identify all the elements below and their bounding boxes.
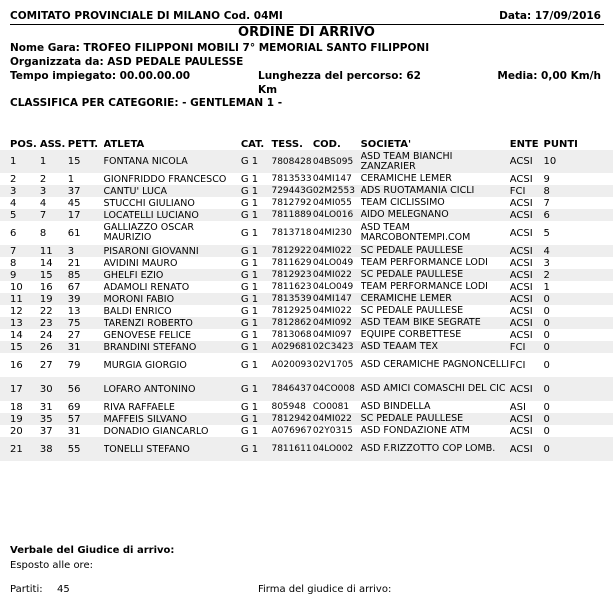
cell-cat: G 1 [241, 377, 272, 401]
table-row [0, 173, 613, 185]
cell-societa: ASD AMICI COMASCHI DEL CIC [361, 377, 510, 401]
cell-tess: A020093 [271, 353, 312, 377]
column-header-cod: COD. [312, 138, 341, 150]
cell-atleta: MORONI FABIO [104, 293, 241, 305]
cell-cod: 04MI022 [313, 305, 361, 317]
cell-punti: 0 [544, 353, 613, 377]
cell-cod: 04MI022 [313, 413, 361, 425]
table-row [0, 437, 613, 461]
column-header-pett: PETT. [67, 138, 99, 150]
cell-pos: 19 [0, 413, 40, 425]
cell-punti: 3 [544, 257, 613, 269]
cell-pos: 17 [0, 377, 40, 401]
cell-pos: 5 [0, 209, 40, 221]
cell-tess: 7813068 [271, 330, 312, 340]
table-header-row [0, 138, 613, 150]
cell-atleta: ADAMOLI RENATO [104, 281, 241, 293]
column-header-ass: ASS. [39, 138, 66, 150]
cell-pett: 79 [68, 353, 104, 377]
cell-cat: G 1 [241, 305, 272, 317]
cell-ass: 24 [40, 329, 68, 341]
cell-pos: 21 [0, 437, 40, 461]
cell-pett: 39 [68, 293, 104, 305]
cell-pett: 55 [68, 437, 104, 461]
cell-ass: 22 [40, 305, 68, 317]
cell-atleta: AVIDINI MAURO [104, 257, 241, 269]
cell-pos: 18 [0, 401, 40, 413]
column-header-ente: ENTE [509, 138, 539, 150]
cell-atleta: TONELLI STEFANO [104, 437, 241, 461]
cell-punti: 10 [544, 150, 613, 173]
cell-tess: 7812923 [271, 270, 312, 280]
table-row [0, 257, 613, 269]
course-distance: Lunghezza del percorso: 62 [258, 70, 421, 82]
cell-cod: 04LO049 [313, 257, 361, 269]
table-row [0, 329, 613, 341]
cell-cat: G 1 [241, 150, 272, 173]
cell-cat: G 1 [241, 257, 272, 269]
cell-ente: ACSI [510, 293, 544, 305]
cell-cat: G 1 [241, 413, 272, 425]
cell-ente: ACSI [510, 425, 544, 437]
cell-tess: A076967 [271, 426, 312, 436]
cell-societa: ASD TEAM BIKE SEGRATE [361, 317, 510, 329]
cell-cat: G 1 [241, 269, 272, 281]
cell-societa: ASD FONDAZIONE ATM [361, 425, 510, 437]
cell-tess: 7811623 [271, 282, 312, 292]
cell-cat: G 1 [241, 281, 272, 293]
cell-societa: SC PEDALE PAULLESE [361, 245, 510, 257]
cell-tess: 7808428 [271, 150, 312, 173]
cell-pett: 61 [68, 221, 104, 245]
cell-cod: 04MI097 [313, 329, 361, 341]
cell-ente: ACSI [510, 245, 544, 257]
cell-cat: G 1 [241, 209, 272, 221]
table-row [0, 341, 613, 353]
cell-cod: 04LO016 [313, 209, 361, 221]
cell-cod: 04MI022 [313, 269, 361, 281]
cell-atleta: LOFARO ANTONINO [104, 377, 241, 401]
cell-ente: ASI [510, 401, 544, 413]
started-count-value: 45 [57, 584, 70, 595]
cell-pos: 14 [0, 329, 40, 341]
cell-cat: G 1 [241, 401, 272, 413]
average-speed: Media: 0,00 Km/h [497, 70, 601, 82]
table-row [0, 413, 613, 425]
cell-societa: SC PEDALE PAULLESE [361, 305, 510, 317]
cell-ente: ACSI [510, 221, 544, 245]
cell-cod: CO0081 [313, 401, 361, 413]
cell-ente: ACSI [510, 329, 544, 341]
cell-atleta: CANTU' LUCA [104, 185, 241, 197]
cell-pett: 27 [68, 329, 104, 341]
cell-atleta: BALDI ENRICO [104, 305, 241, 317]
cell-societa: ASD CERAMICHE PAGNONCELLI [361, 353, 510, 377]
table-row [0, 425, 613, 437]
cell-cat: G 1 [241, 221, 272, 245]
cell-cat: G 1 [241, 329, 272, 341]
cell-cat: G 1 [241, 425, 272, 437]
cell-ass: 3 [40, 185, 68, 197]
cell-ass: 14 [40, 257, 68, 269]
cell-ass: 4 [40, 197, 68, 209]
cell-punti: 9 [544, 173, 613, 185]
cell-atleta: GALLIAZZO OSCAR MAURIZIO [104, 221, 241, 245]
cell-ente: ACSI [510, 317, 544, 329]
cell-tess: 7813533 [271, 174, 312, 184]
cell-atleta: PISARONI GIOVANNI [104, 245, 241, 257]
cell-pett: 31 [68, 341, 104, 353]
cell-cod: 04LO002 [313, 437, 361, 461]
table-row [0, 377, 613, 401]
cell-punti: 0 [544, 305, 613, 317]
cell-pett: 31 [68, 425, 104, 437]
cell-pett: 1 [68, 173, 104, 185]
cell-ente: FCI [510, 341, 544, 353]
cell-societa: TEAM PERFORMANCE LODI [361, 281, 510, 293]
cell-pos: 20 [0, 425, 40, 437]
cell-atleta: FONTANA NICOLA [104, 150, 241, 173]
cell-cod: 04MI055 [313, 197, 361, 209]
cell-pos: 2 [0, 173, 40, 185]
cell-ass: 7 [40, 209, 68, 221]
cell-pos: 9 [0, 269, 40, 281]
cell-pos: 11 [0, 293, 40, 305]
cell-ass: 15 [40, 269, 68, 281]
cell-pett: 37 [68, 185, 104, 197]
table-row [0, 317, 613, 329]
cell-cat: G 1 [241, 341, 272, 353]
cell-atleta: TARENZI ROBERTO [104, 317, 241, 329]
cell-tess: 729443G [271, 186, 313, 196]
table-row [0, 197, 613, 209]
cell-societa: ASD TEAM BIANCHI ZANZARIER [361, 150, 510, 173]
cell-atleta: BRANDINI STEFANO [104, 341, 241, 353]
cell-ente: FCI [510, 185, 544, 197]
cell-atleta: RIVA RAFFAELE [104, 401, 241, 413]
cell-tess: 7811611 [271, 437, 312, 461]
cell-ente: ACSI [510, 257, 544, 269]
cell-punti: 0 [544, 425, 613, 437]
cell-punti: 7 [544, 197, 613, 209]
committee-header: COMITATO PROVINCIALE DI MILANO Cod. 04MI [10, 10, 283, 22]
judge-signature-label: Firma del giudice di arrivo: [258, 584, 392, 595]
cell-ass: 30 [40, 377, 68, 401]
cell-cod: 04MI022 [313, 245, 361, 257]
column-header-punti: PUNTI [543, 138, 578, 150]
table-row [0, 245, 613, 257]
cell-pos: 4 [0, 197, 40, 209]
cell-punti: 0 [544, 329, 613, 341]
cell-ente: ACSI [510, 209, 544, 221]
cell-pos: 1 [0, 150, 40, 173]
cell-societa: TEAM PERFORMANCE LODI [361, 257, 510, 269]
cell-societa: EQUIPE CORBETTESE [361, 329, 510, 341]
cell-tess: A029681 [271, 342, 312, 352]
page-title: ORDINE DI ARRIVO [238, 25, 375, 40]
table-row [0, 353, 613, 377]
cell-atleta: GHELFI EZIO [104, 269, 241, 281]
cell-atleta: MURGIA GIORGIO [104, 353, 241, 377]
cell-pett: 15 [68, 150, 104, 173]
cell-tess: 7812862 [271, 318, 312, 328]
cell-pett: 45 [68, 197, 104, 209]
cell-ass: 27 [40, 353, 68, 377]
column-header-pos: POS. [10, 138, 37, 150]
cell-cat: G 1 [241, 353, 272, 377]
table-row [0, 281, 613, 293]
cell-cat: G 1 [241, 317, 272, 329]
cell-societa: SC PEDALE PAULLESE [361, 413, 510, 425]
cell-cat: G 1 [241, 173, 272, 185]
cell-societa: AIDO MELEGNANO [361, 209, 510, 221]
organizer: Organizzata da: ASD PEDALE PAULESSE [10, 56, 244, 68]
cell-pos: 6 [0, 221, 40, 245]
cell-pos: 7 [0, 245, 40, 257]
table-row [0, 185, 613, 197]
cell-ass: 26 [40, 341, 68, 353]
cell-pos: 16 [0, 353, 40, 377]
column-header-tess: TESS. [271, 138, 303, 150]
cell-ass: 11 [40, 245, 68, 257]
cell-atleta: MAFFEIS SILVANO [104, 413, 241, 425]
cell-societa: ASD TEAM MARCOBONTEMPI.COM [361, 221, 510, 245]
judge-report-label: Verbale del Giudice di arrivo: [10, 545, 175, 556]
cell-societa: ADS RUOTAMANIA CICLI [361, 185, 510, 197]
cell-punti: 0 [544, 413, 613, 425]
cell-pett: 85 [68, 269, 104, 281]
race-name: Nome Gara: TROFEO FILIPPONI MOBILI 7° MEMORIAL SANTO FILIPPONI [10, 42, 430, 54]
cell-ass: 2 [40, 173, 68, 185]
cell-punti: 4 [544, 245, 613, 257]
cell-atleta: GENOVESE FELICE [104, 329, 241, 341]
cell-cat: G 1 [241, 197, 272, 209]
cell-punti: 8 [544, 185, 613, 197]
table-row [0, 401, 613, 413]
cell-ente: ACSI [510, 150, 544, 173]
column-header-societa: SOCIETA' [360, 138, 412, 150]
table-row [0, 209, 613, 221]
cell-ente: ACSI [510, 377, 544, 401]
category-heading: CLASSIFICA PER CATEGORIE: - GENTLEMAN 1 - [10, 97, 283, 109]
cell-societa: ASD BINDELLA [361, 401, 510, 413]
cell-punti: 0 [544, 293, 613, 305]
cell-ente: ACSI [510, 305, 544, 317]
cell-cat: G 1 [241, 293, 272, 305]
cell-pett: 56 [68, 377, 104, 401]
cell-cod: 02Y0315 [313, 425, 361, 437]
results-table [0, 138, 613, 461]
cell-cod: 04MI147 [313, 173, 361, 185]
cell-pett: 13 [68, 305, 104, 317]
cell-ass: 8 [40, 221, 68, 245]
cell-cat: G 1 [241, 245, 272, 257]
cell-ass: 23 [40, 317, 68, 329]
cell-tess: 7811629 [271, 258, 312, 268]
cell-punti: 6 [544, 209, 613, 221]
cell-societa: CERAMICHE LEMER [361, 293, 510, 305]
cell-ass: 35 [40, 413, 68, 425]
cell-punti: 0 [544, 341, 613, 353]
course-distance-unit: Km [258, 84, 278, 96]
cell-pett: 69 [68, 401, 104, 413]
cell-societa: TEAM CICLISSIMO [361, 197, 510, 209]
table-row [0, 150, 613, 173]
cell-ente: ACSI [510, 269, 544, 281]
cell-pett: 17 [68, 209, 104, 221]
cell-ass: 31 [40, 401, 68, 413]
cell-ente: FCI [510, 353, 544, 377]
cell-pos: 12 [0, 305, 40, 317]
cell-pos: 13 [0, 317, 40, 329]
cell-cod: 02V1705 [313, 353, 361, 377]
cell-pett: 21 [68, 257, 104, 269]
cell-cat: G 1 [241, 185, 272, 197]
cell-punti: 2 [544, 269, 613, 281]
cell-ass: 19 [40, 293, 68, 305]
column-header-atleta: ATLETA [103, 138, 145, 150]
cell-cod: 04CO008 [313, 377, 361, 401]
cell-pett: 67 [68, 281, 104, 293]
cell-cod: 04MI092 [313, 317, 361, 329]
cell-punti: 1 [544, 281, 613, 293]
cell-atleta: GIONFRIDDO FRANCESCO [104, 173, 241, 185]
cell-cod: 02M2553 [313, 185, 361, 197]
cell-pos: 15 [0, 341, 40, 353]
table-row [0, 305, 613, 317]
cell-ass: 1 [40, 150, 68, 173]
column-header-cat: CAT. [240, 138, 265, 150]
cell-ass: 16 [40, 281, 68, 293]
cell-tess: 7813718 [271, 221, 312, 245]
cell-cod: 04BS095 [313, 150, 361, 173]
cell-ente: ACSI [510, 413, 544, 425]
cell-tess: 7812922 [271, 246, 312, 256]
cell-punti: 0 [544, 437, 613, 461]
cell-tess: 7813539 [271, 294, 312, 304]
cell-tess: 805948 [271, 401, 312, 413]
cell-tess: 7812792 [271, 198, 312, 208]
cell-societa: SC PEDALE PAULLESE [361, 269, 510, 281]
cell-cod: 04LO049 [313, 281, 361, 293]
cell-tess: 7846437 [271, 377, 312, 401]
cell-ass: 37 [40, 425, 68, 437]
cell-pett: 3 [68, 245, 104, 257]
cell-societa: ASD TEAAM TEX [361, 341, 510, 353]
cell-cod: 04MI230 [313, 221, 361, 245]
table-row [0, 221, 613, 245]
cell-cat: G 1 [241, 437, 272, 461]
started-count-label: Partiti: [10, 584, 43, 595]
cell-ente: ACSI [510, 437, 544, 461]
table-row [0, 269, 613, 281]
cell-cod: 02C3423 [313, 341, 361, 353]
cell-punti: 0 [544, 401, 613, 413]
cell-atleta: STUCCHI GIULIANO [104, 197, 241, 209]
cell-punti: 0 [544, 317, 613, 329]
cell-pos: 10 [0, 281, 40, 293]
time-taken: Tempo impiegato: 00.00.00.00 [10, 70, 191, 82]
cell-pett: 57 [68, 413, 104, 425]
cell-atleta: DONADIO GIANCARLO [104, 425, 241, 437]
report-date: Data: 17/09/2016 [499, 10, 601, 22]
cell-atleta: LOCATELLI LUCIANO [104, 209, 241, 221]
cell-cod: 04MI147 [313, 293, 361, 305]
cell-punti: 5 [544, 221, 613, 245]
cell-tess: 7812942 [271, 414, 312, 424]
cell-ente: ACSI [510, 197, 544, 209]
cell-ente: ACSI [510, 281, 544, 293]
cell-pos: 8 [0, 257, 40, 269]
cell-societa: ASD F.RIZZOTTO COP LOMB. [361, 437, 510, 461]
cell-ass: 38 [40, 437, 68, 461]
cell-pos: 3 [0, 185, 40, 197]
cell-tess: 7811889 [271, 210, 312, 220]
table-row [0, 293, 613, 305]
posted-time-label: Esposto alle ore: [10, 560, 93, 571]
cell-tess: 7812925 [271, 306, 312, 316]
cell-societa: CERAMICHE LEMER [361, 173, 510, 185]
cell-punti: 0 [544, 377, 613, 401]
cell-ente: ACSI [510, 173, 544, 185]
cell-pett: 75 [68, 317, 104, 329]
